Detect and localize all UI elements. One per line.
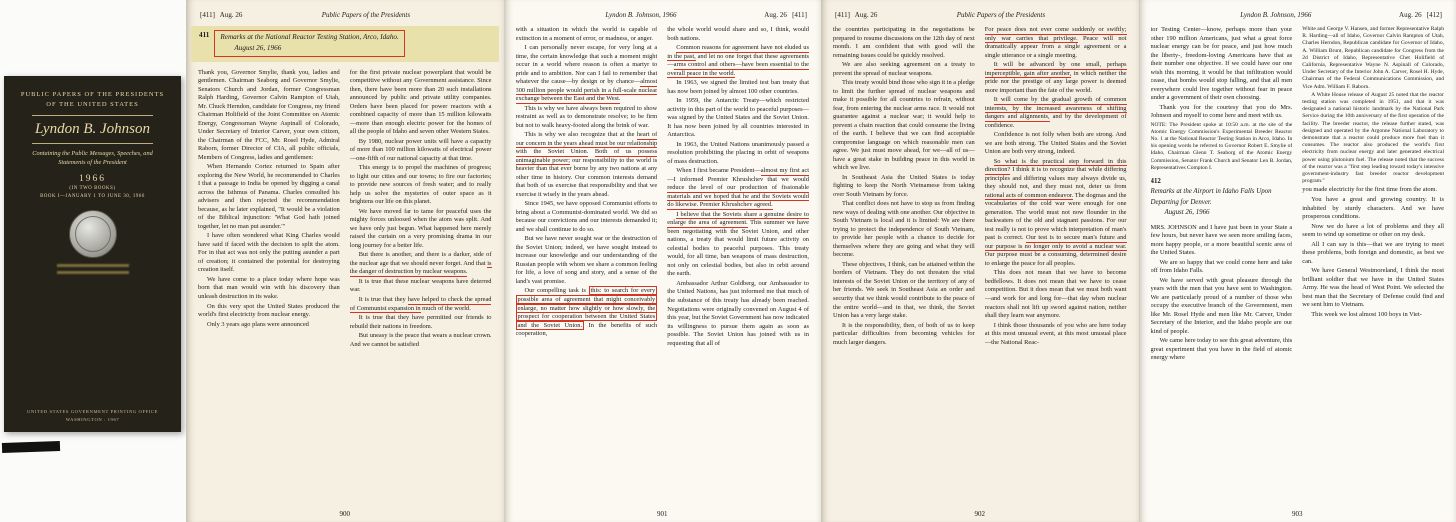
series-line-2: OF THE UNITED STATES [46,101,139,109]
library-stamp [57,264,129,277]
item-title [214,30,404,57]
running-head-center: Public Papers of the Presidents [956,11,1046,19]
paragraph: for the first private nuclear powerplant that would be competitive without any Government assistance. Since then, there have been more than 20 such installations announced by public and private utility companies. Orders have been placed for power reactors with a combined capacity of more than 15 million kilowatts—more than enough electric power for the homes of all the people of Idaho and seven other Western States. [349,68,492,136]
item-411-heading [191,26,499,62]
cover-year: 1966 [79,174,106,185]
book-page-900 [186,0,504,522]
running-head-left: [411] Aug. 26 [835,11,878,19]
paragraph: When I first became President—almost my first act—I informed Premier Khrushchev that we would reduce the level of our production of fissionable materials and we hoped that he and the Soviets would do likewise. Premier Khrushchev agreed. [667,167,809,209]
red-underline-annotation: Our test is to secure man's future and our purpose is no longer only to avoid a nuclear war. [984,234,1127,250]
paragraph: But uneasy is the peace that wears a nuclear crown. And we cannot be satisfied [349,332,492,348]
paragraph: with a situation in which the world is capable of extinction in a moment of error, or madness, or anger. [515,26,658,42]
red-underline-annotation: have helped to check the spread of Communist expansion in [349,296,492,312]
paragraph: Thank you, Governor Smylie, thank you, ladies and gentlemen. Chairman Seaborg and Governor Smylie, Senators Church and Jordan, former Congressman Ralph Harding, Governor Calvin Rampton of Utah, Mr. Chuck Herndon, candidate for Congress, my friend Chairman Holifield of the Joint Committee on Atomic Energy, Congressman Wayne Aspinall of Colorado, Under Secretary of Interior Carver, your own citizen, the Chairman of the FCC, Mr. Rosel Hyde, Admiral Raborn, former Director of CIA, all public officials, Members of Congress, ladies and gentlemen: [198,68,340,161]
paragraph: Common reasons for agreement have not eluded us in the past, and let no one forget that these agreements—arms control and others—have been essential to the overall peace in the world. [667,44,809,77]
red-underline-annotation: rational acts of common endeavor. [984,191,1074,199]
cover-margin [0,0,186,522]
black-mark [2,441,60,453]
red-underline-annotation: is the danger of destruction by nuclear weapons. [349,259,492,276]
paragraph: MRS. JOHNSON and I have just been in your State a few hours, but never have we seen more smiling faces, more happy people, or a more beautiful scenic area of the United States. [1150,223,1293,257]
paragraph: It will be advanced by one small, perhaps imperceptible, gain after another, in which neither the pride nor the prestige of any large power is deemed more important than the fate of the world. [984,61,1127,94]
red-underline-annotation: For peace does not ever come suddenly or swiftly; only war carries that privilege. [984,26,1127,42]
text-column [985,26,1127,506]
paragraph: It will come by the gradual growth of common interests, by the increased awareness of shifting dangers and alignments, and by the development of confidence. [984,96,1127,129]
author-name: Lyndon B. Johnson [35,121,150,138]
book-page-901 [504,0,822,522]
running-head-center: Lyndon B. Johnson, 1966 [605,11,677,19]
paragraph: Ambassador Arthur Goldberg, our Ambassador to the United Nations, has just informed me that much of the substance of this treaty has already been reached. Negotiations were originally convened on August 4 of this year, but the Soviet Government has now indicated its willingness to pursue them again as soon as possible. The Soviet Union has joined with us in requesting that all of [667,279,809,347]
paragraph: We have served with great pleasure through the years with the men that you have sent to Washington. We are particularly proud of a number of those who occupy the executive branch of the Government, men like Mr. Rosel Hyde and men like Mr. Carver, Under Secretary of the Interior, and the Idaho people are our kind of people. [1150,276,1293,335]
paragraph: But there is another, and there is a darker, side of the nuclear age that we should never forget. And that is the danger of destruction by nuclear weapons. [349,251,492,276]
item-date: August 26, 1966 [1164,209,1210,217]
paragraph: A White House release of August 25 noted that the reactor testing station was completed in 1951, and that it was designated a national historic landmark by the National Park Service during the 10th anniversary of the first operation of the facility. The breeder reactor, the release further stated, was designed and operated by the Argonne National Laboratory to demonstrate that a reactor could produce more fuel than it consumes. The reactor also produced the world's first electricity from nuclear energy and later generated electrical power using plutonium fuel. The release noted that the success of the reactor was a "first step leading toward today's intensive government-industry fast breeder reactor development program." [1302,91,1444,185]
red-underline-annotation: It will be advanced by one small, perhaps imperceptible, gain after another, [984,61,1127,77]
cover-subtitle: Containing the Public Messages, Speeches, and Statements of the President [32,150,153,167]
paragraph: So what is the practical step forward in this direction? I think it is to recognize that while differing principles and differing values may always divide us, they should not, and they must not, deter us from rational acts of common endeavor. The dogmas and the vocabularies of the cold war were enough for one generation. The world must not now flounder in the backwaters of the old and stagnant passions. For our test really is not to prove which interpretation of man's past is correct. Our test is to secure man's future and our purpose is no longer only to avoid a nuclear war. Our purpose must be a consuming, determined desire to enlarge the peace for all peoples. [984,157,1127,267]
text-column [198,69,340,506]
paragraph: These objectives, I think, can be attained within the borders of Vietnam. They do not threaten the vital interests of the Soviet Union or the territory of any of her friends. We seek in Southeast Asia an order and security that we think would contribute to the peace of the entire world—and in that, we think, the Soviet Union has a very large stake. [833,260,975,320]
paragraph: Thank you for the courtesy that you do Mrs. Johnson and myself to come here and meet with us. [1150,103,1293,120]
running-head [200,11,490,19]
pages-container [186,0,1456,522]
paragraph: We have General Westmoreland, I think the most brilliant soldier that we have in the United States Army. He was the head of West Point. We selected the best man that the Secretary of Defense could find and we sent him to Vietnam. [1302,267,1444,309]
text-column [1151,26,1293,506]
running-head-center: Public Papers of the Presidents [321,11,411,19]
item-412-heading [1151,177,1293,218]
paragraph: We are also seeking agreement on a treaty to prevent the spread of nuclear weapons. [833,61,975,77]
paragraph: But we have never sought war or the destruction of the Soviet Union; indeed, we have sought instead to increase our knowledge and our understanding of the Russian people with whom we share a common feeling for life, a love of song and story, and a sense of the land's vast promise. [515,235,658,285]
text-column [516,26,658,506]
red-underline-annotation: Common reasons for agreement have not eluded us in the past, [667,44,809,60]
red-underline-annotation: So what is the practical step forward in this direction? [984,157,1127,174]
paragraph: the whole world would share and so, I think, would both nations. [667,26,809,42]
paragraph: Confidence is not folly when both are strong. And we are both strong. The United States and the Soviet Union are both very strong, indeed. [984,131,1127,156]
book-cover [4,76,181,432]
paragraph: It is true that they have helped to check the spread of Communist expansion in much of the world. [349,296,492,312]
running-head [835,11,1125,19]
running-head-center: Lyndon B. Johnson, 1966 [1240,11,1312,19]
item-number: 412 [1150,178,1161,186]
paragraph: We are so happy that we could come here and take off from Idaho Falls. [1150,258,1293,275]
paragraph: This does not mean that we have to become bedfellows. It does not mean that we have to cease competition. But it does mean that we must both want—and work for and long for—that day when nuclear reactors shall not lift up sword against nation, neither shall they learn war anymore. [984,269,1127,320]
paragraph: This is why we also recognize that at the heart of our concern in the years ahead must be our relationship with the Soviet Union. Both of us possess unimaginable power; our responsibility to the world is heavier than that ever borne by any two nations at any other time in history. Our common interests demand that both of us exercise that responsibility and that we exercise it wisely in the years ahead. [515,131,658,198]
paragraph: I have often wondered what King Charles would have said if faced with the decision to split the atom. For in that act was not only the putting asunder a part of creation; it contained the potential for destroying creation itself. [198,232,340,274]
red-underline-annotation: It will come by the gradual growth of common interests, by the increased awareness of shifting dangers and alignments, [984,96,1127,121]
paragraph: Now we do have a lot of problems and they all seem to wind up sometime or other on my desk. [1302,222,1444,239]
paragraph: Since 1945, we have opposed Communist efforts to bring about a Communist-dominated world. We did so because our convictions and our interests demanded it; and we shall continue to do so. [515,200,658,233]
paragraph: the countries participating in the negotiations be prepared to resume discussions on the 12th day of next month. I am confident that with good will the remaining issues could be quickly resolved. [833,26,975,59]
paragraph: Only 3 years ago plans were announced [207,320,309,328]
publisher-line-2: WASHINGTON : 1967 [65,417,120,423]
red-underline-annotation: almost my first act [760,167,809,175]
paragraph: On this very spot the United States produced the world's first electricity from nuclear energy. [198,302,340,319]
paragraph: It is true that they have permitted our friends to rebuild their nations in freedom. [349,314,492,330]
paragraph: This is why we have always been required to show restraint as well as to demonstrate resolve; to be firm but not to walk heavy-footed along the brink of war. [515,104,658,129]
paragraph: In 1959, the Antarctic Treaty—which restricted activity in this part of the world to peaceful purposes—was signed by the United States and the Soviet Union. It has now been joined by all countries interested in Antarctica. [667,97,809,139]
paragraph: This energy is to propel the machines of progress; to light our cities and our towns; to fire our factories; to provide new sources of fresh water; and to really help us solve the mysteries of outer space as it brightens our life on this planet. [349,164,492,206]
divider [32,143,152,144]
item-date: August 26, 1966 [234,43,282,52]
series-title [4,90,181,110]
running-head [1153,11,1443,19]
item-title [1151,187,1281,218]
page-number: 903 [1292,510,1303,518]
paragraph: That conflict does not have to stop us from finding new ways of dealing with one another. Our objective in South Vietnam is local and it is limited: We are there trying to protect the independence of South Vietnam, to provide her people with a chance to decide for themselves where they are going and what they will become. [833,200,975,259]
paragraph: By 1980, nuclear power units will have a capacity of more than 100 million kilowatts of electrical power—one-fifth of our national capacity at that time. [349,137,492,162]
running-head [518,11,808,19]
page-number: 902 [974,510,985,518]
paragraph: We have come to a place today where hope was born that man would win with his discovery than unleash destruction in its wake. [198,275,340,300]
paragraph: We have moved far to tame for peaceful uses the mighty forces unloosed when the atom was split. And we have only just begun. What happened here merely raised the curtain on a very promising drama in our long journey for a better life. [349,207,492,249]
paragraph: All I can say is this—that we are trying to meet these problems, both foreign and domestic, as best we can. [1302,240,1444,265]
text-columns [1151,26,1445,506]
paragraph: We came here today to see this great adventure, this great experiment that you have in the field of atomic energy where [1150,337,1293,362]
red-underline-annotation: almost 300 million people would perish in a full-scale nuclear exchange between the East and the West. [515,78,658,103]
item-title-text: Remarks at the National Reactor Testing Station, Arco, Idaho. [220,33,399,41]
paragraph: Our compelling task is this: to search for every possible area of agreement that might conceivably enlarge, no matter how slightly or how slowly, the prospect for cooperation between the United States and the Soviet Union. In the benefits of such cooperation, [515,287,658,338]
running-head-left: [411] Aug. 26 [200,11,243,19]
series-line-1: PUBLIC PAPERS OF THE PRESIDENTS [20,91,165,98]
text-columns [516,26,810,506]
red-underline-annotation: reduce the level of our production of fissionable materials and we hoped that he and the Soviets would do likewise. Premier Khrushchev agreed. [667,184,809,209]
item-title-text: Remarks at the Airport in Idaho Falls Upon Departing for Denver. [1150,188,1272,206]
page-number: 900 [339,510,350,518]
paragraph: NOTE: The President spoke at 10:50 a.m. at the site of the Atomic Energy Commission's Experimental Breeder Reactor No. 1 at the National Reactor Testing Station in Arco, Idaho. In his opening words he referred to Governor Robert E. Smylie of Idaho, Chairman Glenn T. Seaborg of the Atomic Energy Commission, Senator Frank Church and Senator Len B. Jordan, Representatives Compton I. [1150,121,1293,171]
paragraph: This treaty would bind those who sign it in a pledge to limit the further spread of nuclear weapons and make it possible for all countries to refrain, without fear, from entering the nuclear arms race. It would not guarantee against a nuclear war; it would help to prevent a chain reaction that could consume the living of the earth. I believe that we can find acceptable compromise language on which reasonable men can agree. We just must move ahead, for we—all of us—have a great stake in building peace in this world in which we live. [833,79,975,172]
paragraph: In 1963, we signed the limited test ban treaty that has now been joined by almost 100 other countries. [667,79,809,95]
text-columns [198,69,492,506]
paragraph: In 1963, the United Nations unanimously passed a resolution prohibiting the placing in orbit of weapons of mass destruction. [667,140,809,165]
paragraph: you made electricity for the first time from the atom. [1302,186,1438,194]
text-column [350,69,492,506]
paragraph: tor Testing Center—know, perhaps more than your other 190 million Americans, just what a great force nuclear energy can be for peace, and just how much the liberty-, freedom-loving Americans have that as their number one objective. If we could have our one wish this morning, it would be that infiltration would cease, that bombs would stop falling, and that all men everywhere could live together without fear in peace under a government of their own choosing. [1150,26,1293,102]
paragraph: This week we lost almost 100 boys in Viet- [1311,310,1422,318]
paragraph: White and George V. Hansen, and former Representative Ralph R. Harding—all of Idaho, Governor Calvin Rampton of Utah, Charles Herndon, Republican candidate for Governor of Idaho, A. William Brunt, Republican candidate for Congress from the 2d District of Idaho, Representative Chet Holifield of California, Representative Wayne N. Aspinall of Colorado, Under Secretary of the Interior John A. Carver, Rosel H. Hyde, Chairman of the Federal Communications Commission, and Vice Adm. William F. Raborn. [1302,26,1444,90]
page-number: 901 [657,510,668,518]
book-page-902 [821,0,1139,522]
publisher-line-1: UNITED STATES GOVERNMENT PRINTING OFFICE [27,409,158,415]
red-underline-annotation: heart of our concern in the years ahead must be our relationship with the Soviet Union. [515,131,658,156]
paragraph: I believe that the Soviets share a genuine desire to enlarge the area of agreement. This summer we have been negotiating with the Soviet Union, and other nations, a treaty that would limit future activity on celestial bodies to peaceful purposes. This treaty would, for all time, ban weapons of mass destruction, not only on celestial bodies, but also in orbit around the earth. [667,210,809,278]
red-underline-annotation: arms control and others—have been essential to the overall peace in the world. [667,61,809,77]
presidential-seal-icon [69,210,117,258]
red-underline-annotation: Both of us possess unimaginable power; [515,148,658,164]
paragraph: I can personally never escape, for very long at a time, the certain knowledge that such a moment might occur in a world where reason is often a martyr to pride and to ambition. Nor can I fail to remember that whatever the cause—by design or by chance—almost 300 million people would perish in a full-scale nuclear exchange between the East and the West. [515,44,658,103]
text-column [1302,26,1444,506]
running-head-right: Aug. 26 [411] [764,11,807,19]
books-note: (IN TWO BOOKS) [69,186,116,192]
text-column [833,26,975,506]
item-number: 411 [199,31,210,39]
red-underline-annotation: I believe that the Soviets share a genuine desire to enlarge the area of agreement. [667,210,809,227]
paragraph: It is the responsibility, then, of both of us to keep particular difficulties from becoming vehicles for much larger dangers. [833,321,975,346]
paragraph: I think those thousands of you who are here today at this most unusual event, at this most unusual place—the National Reac- [984,321,1127,346]
divider [32,115,152,116]
text-columns [833,26,1127,506]
book-page-903 [1139,0,1456,522]
red-box-annotation: this: to search for every possible area of agreement that might conceivably enlarge, no matter how slightly or how slowly, the prospect for cooperation between the United States and the Soviet Union. [517,287,656,329]
publisher [4,408,181,424]
paragraph: For peace does not ever come suddenly or swiftly; only war carries that privilege. Peace will not dramatically appear from a single agreement or a single utterance or a single meeting. [984,26,1127,59]
paragraph: You have a great and growing country. It is inhabited by sturdy characters. And we have prosperous conditions. [1302,195,1444,221]
paragraph: When Hernando Cortez returned to Spain after exploring the New World, he recommended to Charles I that a passage to India be opened by digging a canal across the Isthmus of Panama. Charles consulted his advisers and then rejected the recommendation because, as he later explained, "It would be a violation of the Biblical injunction: 'What God hath joined together, let no man put asunder.'" [198,163,340,230]
book-volume-line: BOOK I—JANUARY 1 TO JUNE 30, 1966 [40,194,145,200]
text-column [667,26,809,506]
running-head-right: Aug. 26 [412] [1399,11,1442,19]
paragraph: It is true that these nuclear weapons have deterred war. [349,277,492,294]
paragraph: In Southeast Asia the United States is today fighting to keep the North Vietnamese from taking over South Vietnam by force. [833,173,975,198]
